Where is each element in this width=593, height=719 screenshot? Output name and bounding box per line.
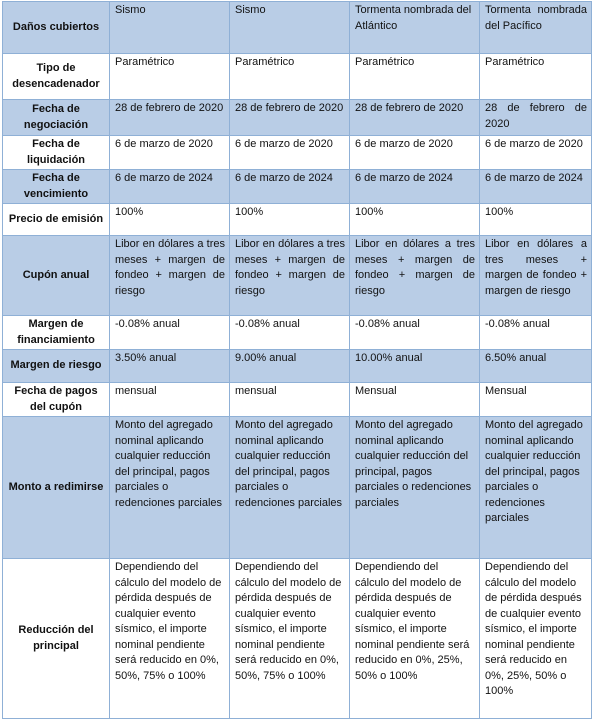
table-cell: Paramétrico	[350, 54, 480, 100]
row-header: Precio de emisión	[3, 204, 110, 236]
table-cell: 100%	[230, 204, 350, 236]
table-cell: 28 de febrero de 2020	[480, 100, 592, 136]
row-margen-financiamiento	[3, 316, 592, 350]
table-cell: Tormenta nombrada del Pacífico	[480, 2, 592, 54]
table-cell: 100%	[480, 204, 592, 236]
row-fecha-pagos-cupon	[3, 383, 592, 417]
table-cell: -0.08% anual	[230, 316, 350, 350]
table-cell: Libor en dólares a tres meses + margen de fondeo + margen de riesgo	[230, 236, 350, 316]
table-cell: -0.08% anual	[110, 316, 230, 350]
table-cell: 28 de febrero de 2020	[230, 100, 350, 136]
table-cell: 6 de marzo de 2024	[350, 170, 480, 204]
table-cell: Dependiendo del cálculo del modelo de pérdida después de cualquier evento sísmico, el importe nominal pendiente será reducido en 0%, 25%, 50% o 100%	[480, 559, 592, 719]
table-cell: 6 de marzo de 2024	[110, 170, 230, 204]
row-header: Fecha de vencimiento	[3, 170, 110, 204]
table-cell: mensual	[110, 383, 230, 417]
row-fecha-vencimiento	[3, 170, 592, 204]
table-cell: 100%	[110, 204, 230, 236]
row-cupon-anual	[3, 236, 592, 316]
table-cell: Dependiendo del cálculo del modelo de pérdida después de cualquier evento sísmico, el importe nominal pendiente será reducido en 0%, 50%, 75% o 100%	[230, 559, 350, 719]
table-cell: Monto del agregado nominal aplicando cualquier reducción del principal, pagos parciales o redenciones parciales	[350, 417, 480, 559]
table-cell: -0.08% anual	[350, 316, 480, 350]
table-cell: Paramétrico	[110, 54, 230, 100]
table-cell: Tormenta nombrada del Atlántico	[350, 2, 480, 54]
table-cell: Libor en dólares a tres meses + margen de fondeo + margen de riesgo	[110, 236, 230, 316]
row-header: Margen de financiamiento	[3, 316, 110, 350]
row-header: Daños cubiertos	[3, 2, 110, 54]
row-monto-redimirse	[3, 417, 592, 559]
table-cell: 6 de marzo de 2020	[230, 136, 350, 170]
table-cell: 9.00% anual	[230, 350, 350, 383]
bond-terms-table	[2, 1, 592, 719]
row-fecha-liquidacion	[3, 136, 592, 170]
row-margen-riesgo	[3, 350, 592, 383]
row-header: Reducción del principal	[3, 559, 110, 719]
table-cell: Monto del agregado nominal aplicando cualquier reducción del principal, pagos parciales o redenciones parciales	[110, 417, 230, 559]
row-tipo-desencadenador	[3, 54, 592, 100]
table-cell: 6 de marzo de 2020	[350, 136, 480, 170]
table-cell: Paramétrico	[480, 54, 592, 100]
row-header: Fecha de pagos del cupón	[3, 383, 110, 417]
table-cell: Libor en dólares a tres meses + margen de fondeo + margen de riesgo	[480, 236, 592, 316]
table-cell: 3.50% anual	[110, 350, 230, 383]
row-header: Fecha de liquidación	[3, 136, 110, 170]
table-cell: 6 de marzo de 2024	[480, 170, 592, 204]
table-cell: Sismo	[230, 2, 350, 54]
row-precio-emision	[3, 204, 592, 236]
row-header: Fecha de negociación	[3, 100, 110, 136]
table-cell: 10.00% anual	[350, 350, 480, 383]
row-header: Tipo de desencadenador	[3, 54, 110, 100]
table-cell: Monto del agregado nominal aplicando cualquier reducción del principal, pagos parciales o redenciones parciales	[230, 417, 350, 559]
table-cell: Dependiendo del cálculo del modelo de pérdida después de cualquier evento sísmico, el importe nominal pendiente será reducido en 0%, 50%, 75% o 100%	[110, 559, 230, 719]
table-cell: 6 de marzo de 2020	[110, 136, 230, 170]
table-cell: 100%	[350, 204, 480, 236]
table-cell: 6.50% anual	[480, 350, 592, 383]
table-cell: Dependiendo del cálculo del modelo de pérdida después de cualquier evento sísmico, el importe nominal pendiente será reducido en 0%, 25%, 50% o 100%	[350, 559, 480, 719]
table-cell: Paramétrico	[230, 54, 350, 100]
row-reduccion-principal	[3, 559, 592, 719]
table-cell: 28 de febrero de 2020	[110, 100, 230, 136]
table-cell: Libor en dólares a tres meses + margen de fondeo + margen de riesgo	[350, 236, 480, 316]
table-cell: 6 de marzo de 2024	[230, 170, 350, 204]
row-fecha-negociacion	[3, 100, 592, 136]
table-cell: Monto del agregado nominal aplicando cualquier reducción del principal, pagos parciales o redenciones parciales	[480, 417, 592, 559]
row-header: Monto a redimirse	[3, 417, 110, 559]
table-cell: Mensual	[350, 383, 480, 417]
table-cell: Sismo	[110, 2, 230, 54]
table-cell: -0.08% anual	[480, 316, 592, 350]
row-header: Cupón anual	[3, 236, 110, 316]
table-cell: mensual	[230, 383, 350, 417]
table-cell: 6 de marzo de 2020	[480, 136, 592, 170]
row-danos-cubiertos	[3, 2, 592, 54]
row-header: Margen de riesgo	[3, 350, 110, 383]
table-cell: Mensual	[480, 383, 592, 417]
table-cell: 28 de febrero de 2020	[350, 100, 480, 136]
